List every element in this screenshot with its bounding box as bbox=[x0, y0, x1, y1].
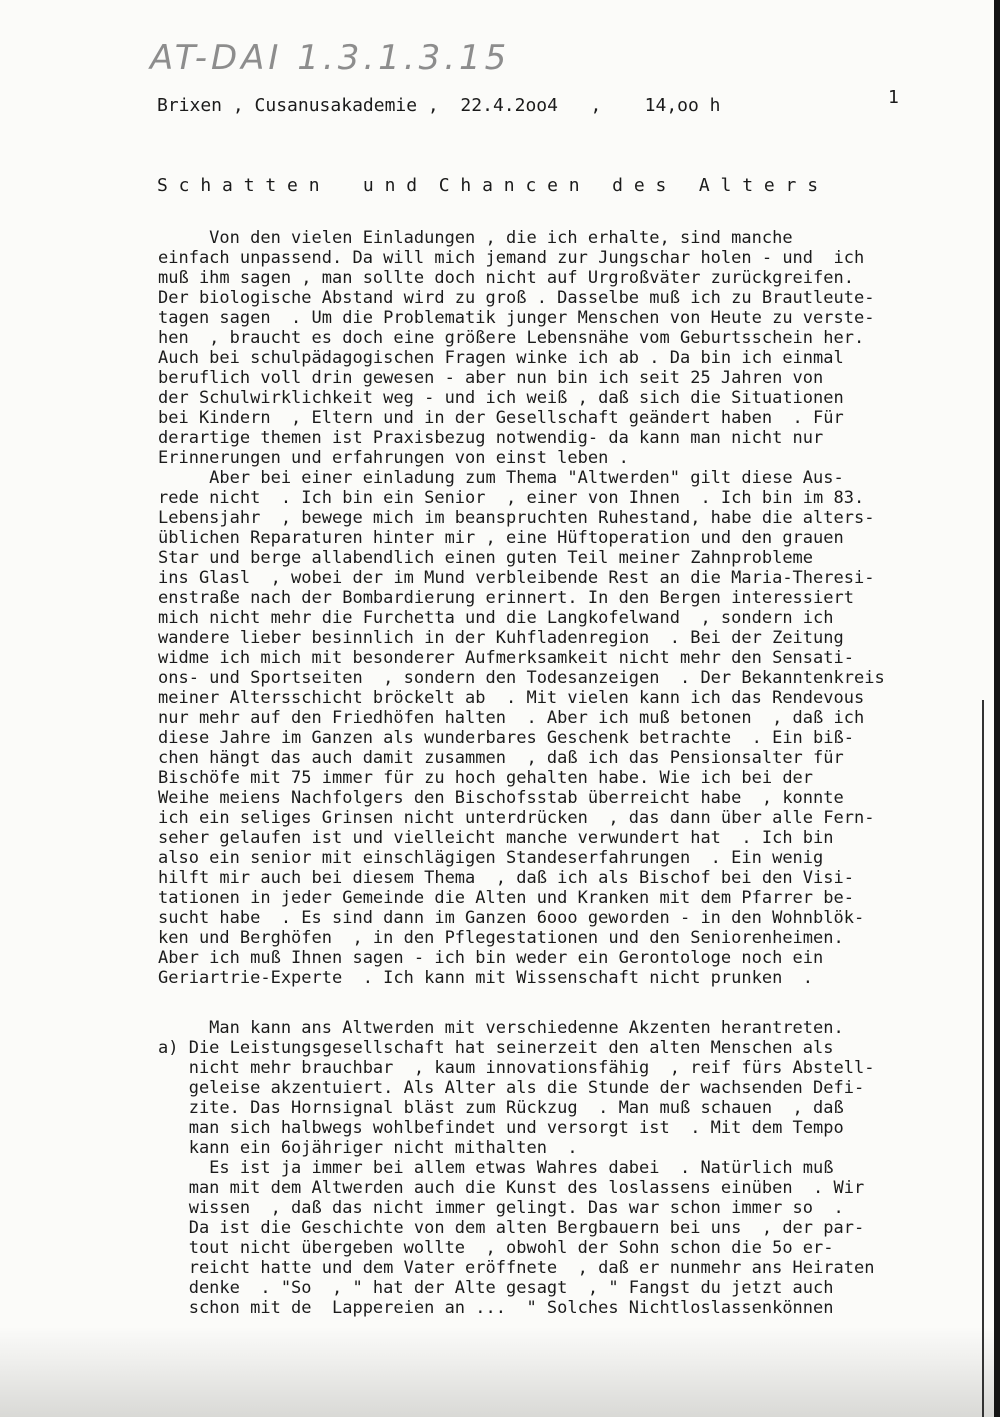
page-number: 1 bbox=[888, 87, 899, 108]
body-section-1: Von den vielen Einladungen , die ich erhalte, sind manche einfach unpassend. Da will mich jemand zur Jungschar holen - und ich muß ihm sagen , man sollte doch nicht auf Urgroßväter zurückgreifen. Der biologische Abstand wird zu groß . Dasselbe muß ich zu Brautleute- tagen sagen . Um die Problematik junger Menschen von Heute zu verste- hen , braucht es doch eine größere Lebensnähe vom Geburtsschein her. Auch bei schulpädagogischen Fragen winke ich ab . Da bin ich einmal beruflich voll drin gewesen - aber nun bin ich seit 25 Jahren von der Schulwirklichkeit weg - und ich weiß , daß sich die Situationen bei Kindern , Eltern und in der Gesellschaft geändert haben . Für derartige themen ist Praxisbezug notwendig- da kann man nicht nur Erinnerungen und erfahrungen von einst leben . Aber bei einer einladung zum Thema "Altwerden" gilt diese Aus- rede nicht . Ich bin ein Senior , einer von Ihnen . Ich bin im 83. Lebensjahr , bewege mich im beanspruchten Ruhestand, habe die alters- üblichen Reparaturen hinter mir , eine Hüftoperation und den grauen Star und berge allabendlich einen guten Teil meiner Zahnprobleme ins Glasl , wobei der im Mund verbleibende Rest an die Maria-Theresi- enstraße nach der Bombardierung erinnert. In den Bergen interessiert mich nicht mehr die Furchetta und die Langkofelwand , sondern ich wandere lieber besinnlich in der Kuhfladenregion . Bei der Zeitung widme ich mich mit besonderer Aufmerksamkeit nicht mehr den Sensati- ons- und Sportseiten , sondern den Todesanzeigen . Der Bekanntenkreis meiner Altersschicht bröckelt ab . Mit vielen kann ich das Rendevous nur mehr auf den Friedhöfen halten . Aber ich muß betonen , daß ich diese Jahre im Ganzen als wunderbares Geschenk betrachte . Ein biß- chen hängt das auch damit zusammen , daß ich das Pensionsalter für Bischöfe mit 75 immer für zu hoch gehalten habe. Wie ich bei der Weihe meiens Nachfolgers den Bischofsstab überreicht habe , konnte ich ein seliges Grinsen nicht unterdrücken , das dann über alle Fern- seher gelaufen ist und vielleicht manche verwundert hat . Ich bin also ein senior mit einschlägigen Standeserfahrungen . Ein wenig hilft mir auch bei diesem Thema , daß ich als Bischof bei den Visi- tationen in jeder Gemeinde die Alten und Kranken mit dem Pfarrer be- sucht habe . Es sind dann im Ganzen 6ooo geworden - in den Wohnblök- ken und Berghöfen , in den Pflegestationen und den Seniorenheimen. Aber ich muß Ihnen sagen - ich bin weder ein Gerontologe noch ein Geriartrie-Experte . Ich kann mit Wissenschaft nicht prunken . bbox=[158, 228, 885, 988]
document-title: S c h a t t e n u n d C h a n c e n d e s A l t e r s bbox=[157, 175, 819, 196]
scan-edge bbox=[994, 0, 1000, 1417]
body-section-2: Man kann ans Altwerden mit verschiedenne Akzenten herantreten. a) Die Leistungsgesellschaft hat seinerzeit den alten Menschen als nicht mehr brauchbar , kaum innovationsfähig , reif fürs Abstell- geleise akzentuiert. Als Alter als die Stunde der wachsenden Defi- zite. Das Hornsignal bläst zum Rückzug . Man muß schauen , daß man sich halbwegs wohlbefindet und versorgt ist . Mit dem Tempo kann ein 6ojähriger nicht mithalten . Es ist ja immer bei allem etwas Wahres dabei . Natürlich muß man mit dem Altwerden auch die Kunst des loslassens einüben . Wir wissen , daß das nicht immer gelingt. Das war schon immer so . Da ist die Geschichte von dem alten Bergbauern bei uns , der par- tout nicht übergeben wollte , obwohl der Sohn schon die 5o er- reicht hatte und dem Vater eröffnete , daß er nunmehr ans Heiraten denke . "So , " hat der Alte gesagt , " Fangst du jetzt auch schon mit de Lappereien an ... " Solches Nichtloslassenkönnen bbox=[158, 1018, 875, 1318]
scan-shadow bbox=[0, 1327, 1000, 1417]
scan-edge-line bbox=[982, 700, 984, 1417]
header-line: Brixen , Cusanusakademie , 22.4.2oo4 , 14,oo h bbox=[157, 95, 721, 116]
archive-signature: AT-DAI 1.3.1.3.15 bbox=[150, 38, 511, 78]
